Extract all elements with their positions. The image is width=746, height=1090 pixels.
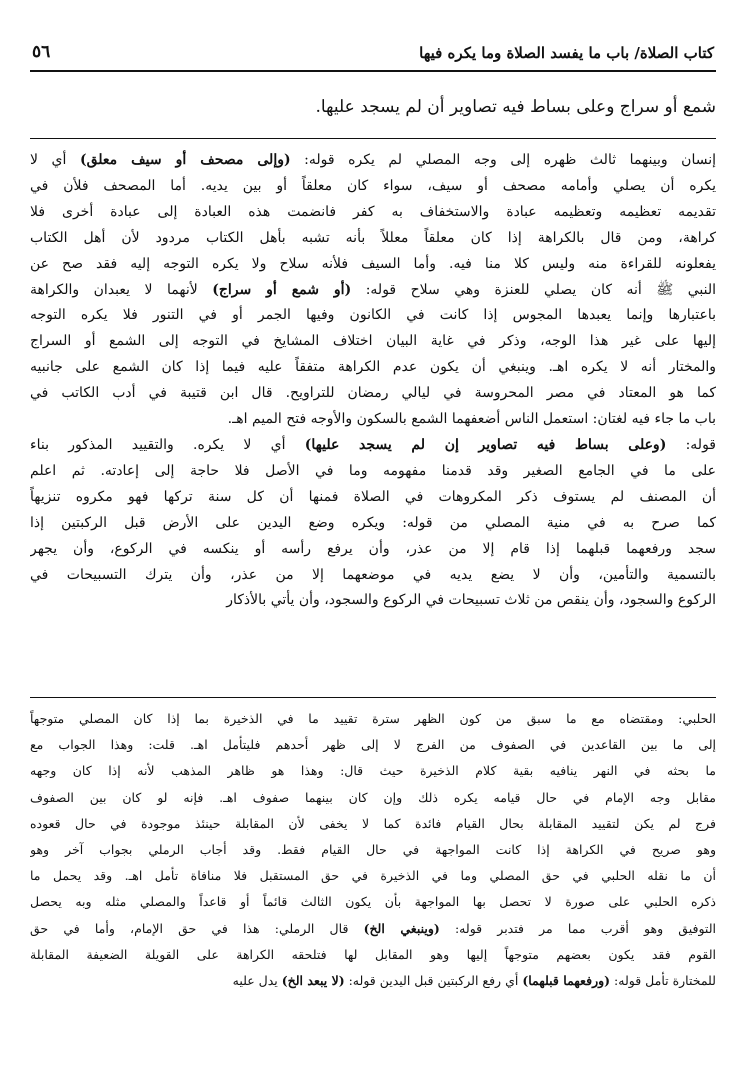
text-segment: الركوع والسجود، وأن ينقص من ثلاث تسبيحات في الركوع والسجود، وأن يأتي بالأذكار	[226, 592, 716, 609]
body-line	[30, 278, 716, 304]
text-segment: يدل عليه	[232, 973, 282, 989]
main-text: شمع أو سراج وعلى بساط فيه تصاوير أن لم يسجد عليها.	[315, 97, 716, 117]
body-line	[30, 407, 716, 433]
text-segment: لأنهما لا يعبدان والكراهة	[30, 281, 213, 298]
quoted-phrase: (وعلى بساط فيه تصاوير إن لم يسجد عليها)	[304, 436, 667, 453]
text-segment: قوله:	[666, 436, 716, 453]
commentary-text	[30, 148, 716, 614]
text-segment: القوم فقد يكون بعضهم متوجهاً إليها وهو المقابل لها فتلحقه الكراهة على القويلة الضعيفة المقابلة	[30, 946, 716, 962]
footnote-divider	[30, 697, 716, 698]
footnote-line	[30, 863, 716, 889]
quoted-phrase: (وينبغي الخ)	[363, 920, 440, 936]
divider-line	[30, 138, 716, 139]
footnote-line	[30, 811, 716, 837]
body-line	[30, 485, 716, 511]
footnote-line	[30, 942, 716, 968]
body-line	[30, 459, 716, 485]
text-segment: سجد ورفعهما قبلهما إذا قام إلا من عذر، وأن يرفع رأسه أو ينكسه في الركوع، وأن يجهر	[30, 540, 716, 557]
text-segment: تقديمه تعظيمه وتعظيمه عبادة والاستخفاف به كفر فانضمت هذه العبادة إلى عبادة أخرى فلا	[30, 203, 716, 220]
text-segment: النبي ﷺ أنه كان يصلي للعنزة وهي سلاح قوله:	[351, 281, 716, 298]
body-line	[30, 174, 716, 200]
body-line	[30, 226, 716, 252]
body-line	[30, 252, 716, 278]
text-segment: كما صرح به في منية المصلي من قوله: ويكره وضع اليدين على الأرض قبل الركبتين إذا	[30, 514, 716, 531]
body-line	[30, 537, 716, 563]
text-segment: ذكره الحلبي على صورة لا تحصل بها المواجهة بأن يكون الثالث قائماً أو قاعداً والمصلي مثله وبه يحصل	[30, 894, 716, 910]
footnote-line	[30, 889, 716, 915]
text-segment: أن المصنف لم يستوف ذكر المكروهات في الصلاة فمنها أن كل سنة تركها فهو مكروه تنزيهاً	[30, 488, 716, 505]
page-number: ٥٦	[32, 42, 51, 62]
chapter-title: كتاب الصلاة/ باب ما يفسد الصلاة وما يكره فيها	[419, 44, 714, 62]
text-segment: كراهة، ومن قال بالكراهة إذا كان معلقاً معللاً بأنه تشبه بأهل الكتاب مردود لأن أهل الكتاب	[30, 229, 716, 246]
body-line	[30, 329, 716, 355]
body-line	[30, 303, 716, 329]
text-segment: باب ما جاء فيه لغتان: استعمل الناس أضعفهما الشمع بالسكون والأوجه فتح الميم اهـ.	[227, 411, 716, 428]
text-segment: يفعلونه للقراءة منه وليس كلا منا فيه. وأما السيف فلأنه سلاح ولا يكره التوجه إليه فقد صح عن	[30, 255, 716, 272]
text-segment: وهو صريح في الكراهة إذا كانت المواجهة في حال القيام فقط. وقد أجاب الرملي بجواب آخر وهو	[30, 842, 716, 858]
footnote-line	[30, 758, 716, 784]
text-segment: ما بحثه في النهر ينافيه بقية كلام الذخيرة حيث قال: وهذا هو ظاهر المذهب لأنه إذا كان وجهه	[30, 763, 716, 779]
text-segment: أن ما نقله الحلبي في حق المصلي وما في الذخيرة في حق المستقبل فلا منافاة تأمل اهـ. وقد يحمل ما	[30, 868, 716, 884]
text-segment: يكره أن يصلي وأمامه مصحف أو سيف، سواء كان معلقاً أو بين يديه. أما المصحف فلأن في	[30, 177, 716, 194]
text-segment: للمختارة تأمل قوله:	[610, 973, 716, 989]
text-segment: كما هو المعتاد في مصر المحروسة في ليالي رمضان للتراويح. قال ابن قتيبة في أدب الكاتب في	[30, 385, 716, 402]
footnote-text	[30, 706, 716, 994]
quoted-phrase: (ورفعهما قبلهما)	[522, 973, 611, 989]
text-segment: التوفيق وهو أقرب مما مر فتدبر قوله:	[439, 920, 716, 936]
footnote-line	[30, 732, 716, 758]
text-segment: إليها على غير هذا الوجه، وذكر في غاية البيان اختلاف المشايخ في التوجه إلى الشمع أو السراج	[30, 333, 716, 350]
text-segment: أي لا	[30, 152, 80, 168]
footnote-line	[30, 706, 716, 732]
text-segment: إلى ما بين القاعدين في الصفوف من الفرج لا إلى ظهر أحدهم فليتأمل اهـ. قلت: وهذا الجواب مع	[30, 737, 716, 753]
body-line	[30, 511, 716, 537]
body-line	[30, 433, 716, 459]
quoted-phrase: (لا يبعد الخ)	[281, 973, 345, 989]
text-segment: قال الرملي: هذا في حق الإمام، وأما في حق	[30, 920, 364, 936]
text-segment: بالتسمية والتأمين، وأن لا يضع يديه في موضعهما إلا من عذر، وأن يترك التسبيحات في	[30, 566, 716, 583]
body-line	[30, 588, 716, 614]
text-segment: باعتبارها وإنما يعبدها المجوس إذا كانت في الكانون وفيها الجمر أو في التنور فلا يكره التوجه	[30, 307, 716, 324]
text-segment: أي رفع الركبتين قبل اليدين قوله:	[344, 973, 523, 989]
quoted-phrase: (وإلى مصحف أو سيف معلق)	[79, 152, 291, 168]
running-header	[30, 40, 716, 72]
quoted-phrase: (أو شمع أو سراج)	[212, 281, 352, 298]
text-segment: أي لا يكره. والتقييد المذكور بناء	[30, 436, 305, 453]
footnote-line	[30, 916, 716, 942]
text-segment: فرج لم يكن لتقييد المقابلة بحال القيام فائدة كما لا يخفى لأن المقابلة حينئذ موجودة في حال قعوده	[30, 815, 716, 831]
body-line	[30, 148, 716, 174]
body-line	[30, 381, 716, 407]
footnote-line	[30, 837, 716, 863]
footnote-line	[30, 968, 716, 994]
text-segment: والمختار أنه لا يكره اهـ. وينبغي أن يكون عدم الكراهة متفقاً عليه فيما إذا كان الشمع على جانبيه	[30, 359, 716, 376]
text-segment: الحلبي: ومقتضاه مع ما سبق من كون الظهر سترة تقييد ما في الذخيرة بما إذا كان المصلي متوجهاً	[30, 711, 716, 726]
text-segment: على ما في الجامع الصغير وقد قدمنا مفهومه وما في الأصل فلا حاجة إلى إعادته. ثم اعلم	[30, 462, 716, 479]
body-line	[30, 355, 716, 381]
body-line	[30, 563, 716, 589]
body-line	[30, 200, 716, 226]
footnote-line	[30, 785, 716, 811]
text-segment: إنسان وبينهما ثالث ظهره إلى وجه المصلي لم يكره قوله:	[290, 152, 716, 168]
text-segment: مقابل وجه الإمام في حال قيامه يكره ذلك وإن كان بينهما صفوف اهـ. فإنه لو كان بين الصفوف	[30, 789, 716, 805]
